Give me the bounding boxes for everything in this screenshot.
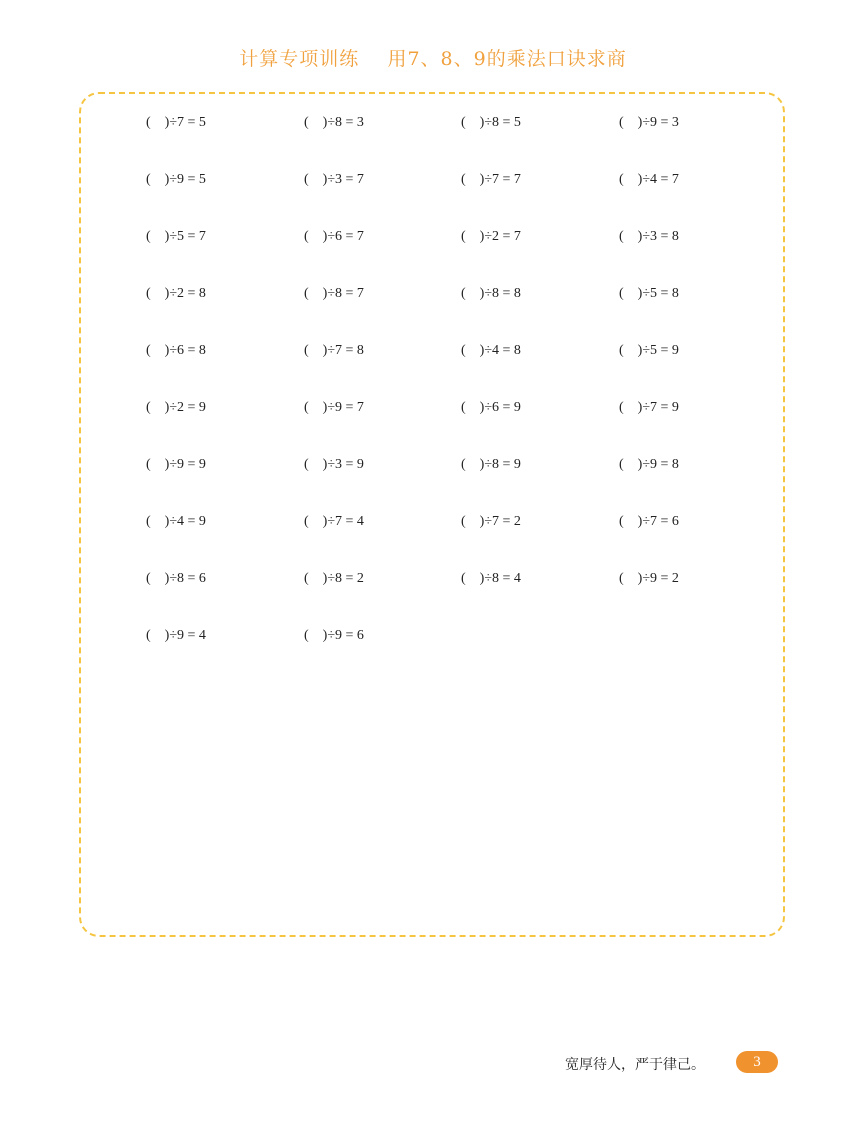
page-title: 计算专项训练 用7、8、9的乘法口诀求商 bbox=[239, 48, 627, 70]
division-problem: ( )÷7 = 8 bbox=[304, 343, 364, 358]
division-problem: ( )÷5 = 9 bbox=[619, 343, 679, 358]
division-problem: ( )÷3 = 7 bbox=[304, 172, 364, 187]
division-problem: ( )÷6 = 7 bbox=[304, 229, 364, 244]
division-problem: ( )÷4 = 7 bbox=[619, 172, 679, 187]
division-problem: ( )÷7 = 4 bbox=[304, 514, 364, 529]
division-problem: ( )÷5 = 7 bbox=[146, 229, 206, 244]
problem-grid bbox=[146, 114, 786, 684]
division-problem: ( )÷6 = 9 bbox=[461, 400, 521, 415]
division-problem: ( )÷9 = 2 bbox=[619, 571, 679, 586]
division-problem: ( )÷9 = 8 bbox=[619, 457, 679, 472]
division-problem: ( )÷8 = 3 bbox=[304, 115, 364, 130]
division-problem: ( )÷9 = 4 bbox=[146, 628, 206, 643]
division-problem: ( )÷2 = 8 bbox=[146, 286, 206, 301]
division-problem: ( )÷2 = 7 bbox=[461, 229, 521, 244]
division-problem: ( )÷8 = 2 bbox=[304, 571, 364, 586]
division-problem: ( )÷9 = 9 bbox=[146, 457, 206, 472]
footer-motto: 宽厚待人，严于律己。 bbox=[565, 1057, 705, 1073]
division-problem: ( )÷3 = 9 bbox=[304, 457, 364, 472]
division-problem: ( )÷7 = 6 bbox=[619, 514, 679, 529]
division-problem: ( )÷8 = 9 bbox=[461, 457, 521, 472]
division-problem: ( )÷9 = 6 bbox=[304, 628, 364, 643]
division-problem: ( )÷6 = 8 bbox=[146, 343, 206, 358]
division-problem: ( )÷7 = 7 bbox=[461, 172, 521, 187]
division-problem: ( )÷3 = 8 bbox=[619, 229, 679, 244]
division-problem: ( )÷8 = 8 bbox=[461, 286, 521, 301]
division-problem: ( )÷7 = 2 bbox=[461, 514, 521, 529]
division-problem: ( )÷7 = 9 bbox=[619, 400, 679, 415]
division-problem: ( )÷9 = 5 bbox=[146, 172, 206, 187]
division-problem: ( )÷9 = 3 bbox=[619, 115, 679, 130]
division-problem: ( )÷5 = 8 bbox=[619, 286, 679, 301]
division-problem: ( )÷7 = 5 bbox=[146, 115, 206, 130]
division-problem: ( )÷2 = 9 bbox=[146, 400, 206, 415]
division-problem: ( )÷4 = 8 bbox=[461, 343, 521, 358]
division-problem: ( )÷8 = 5 bbox=[461, 115, 521, 130]
division-problem: ( )÷4 = 9 bbox=[146, 514, 206, 529]
division-problem: ( )÷9 = 7 bbox=[304, 400, 364, 415]
division-problem: ( )÷8 = 7 bbox=[304, 286, 364, 301]
page-number-badge: 3 bbox=[736, 1051, 778, 1073]
division-problem: ( )÷8 = 4 bbox=[461, 571, 521, 586]
division-problem: ( )÷8 = 6 bbox=[146, 571, 206, 586]
